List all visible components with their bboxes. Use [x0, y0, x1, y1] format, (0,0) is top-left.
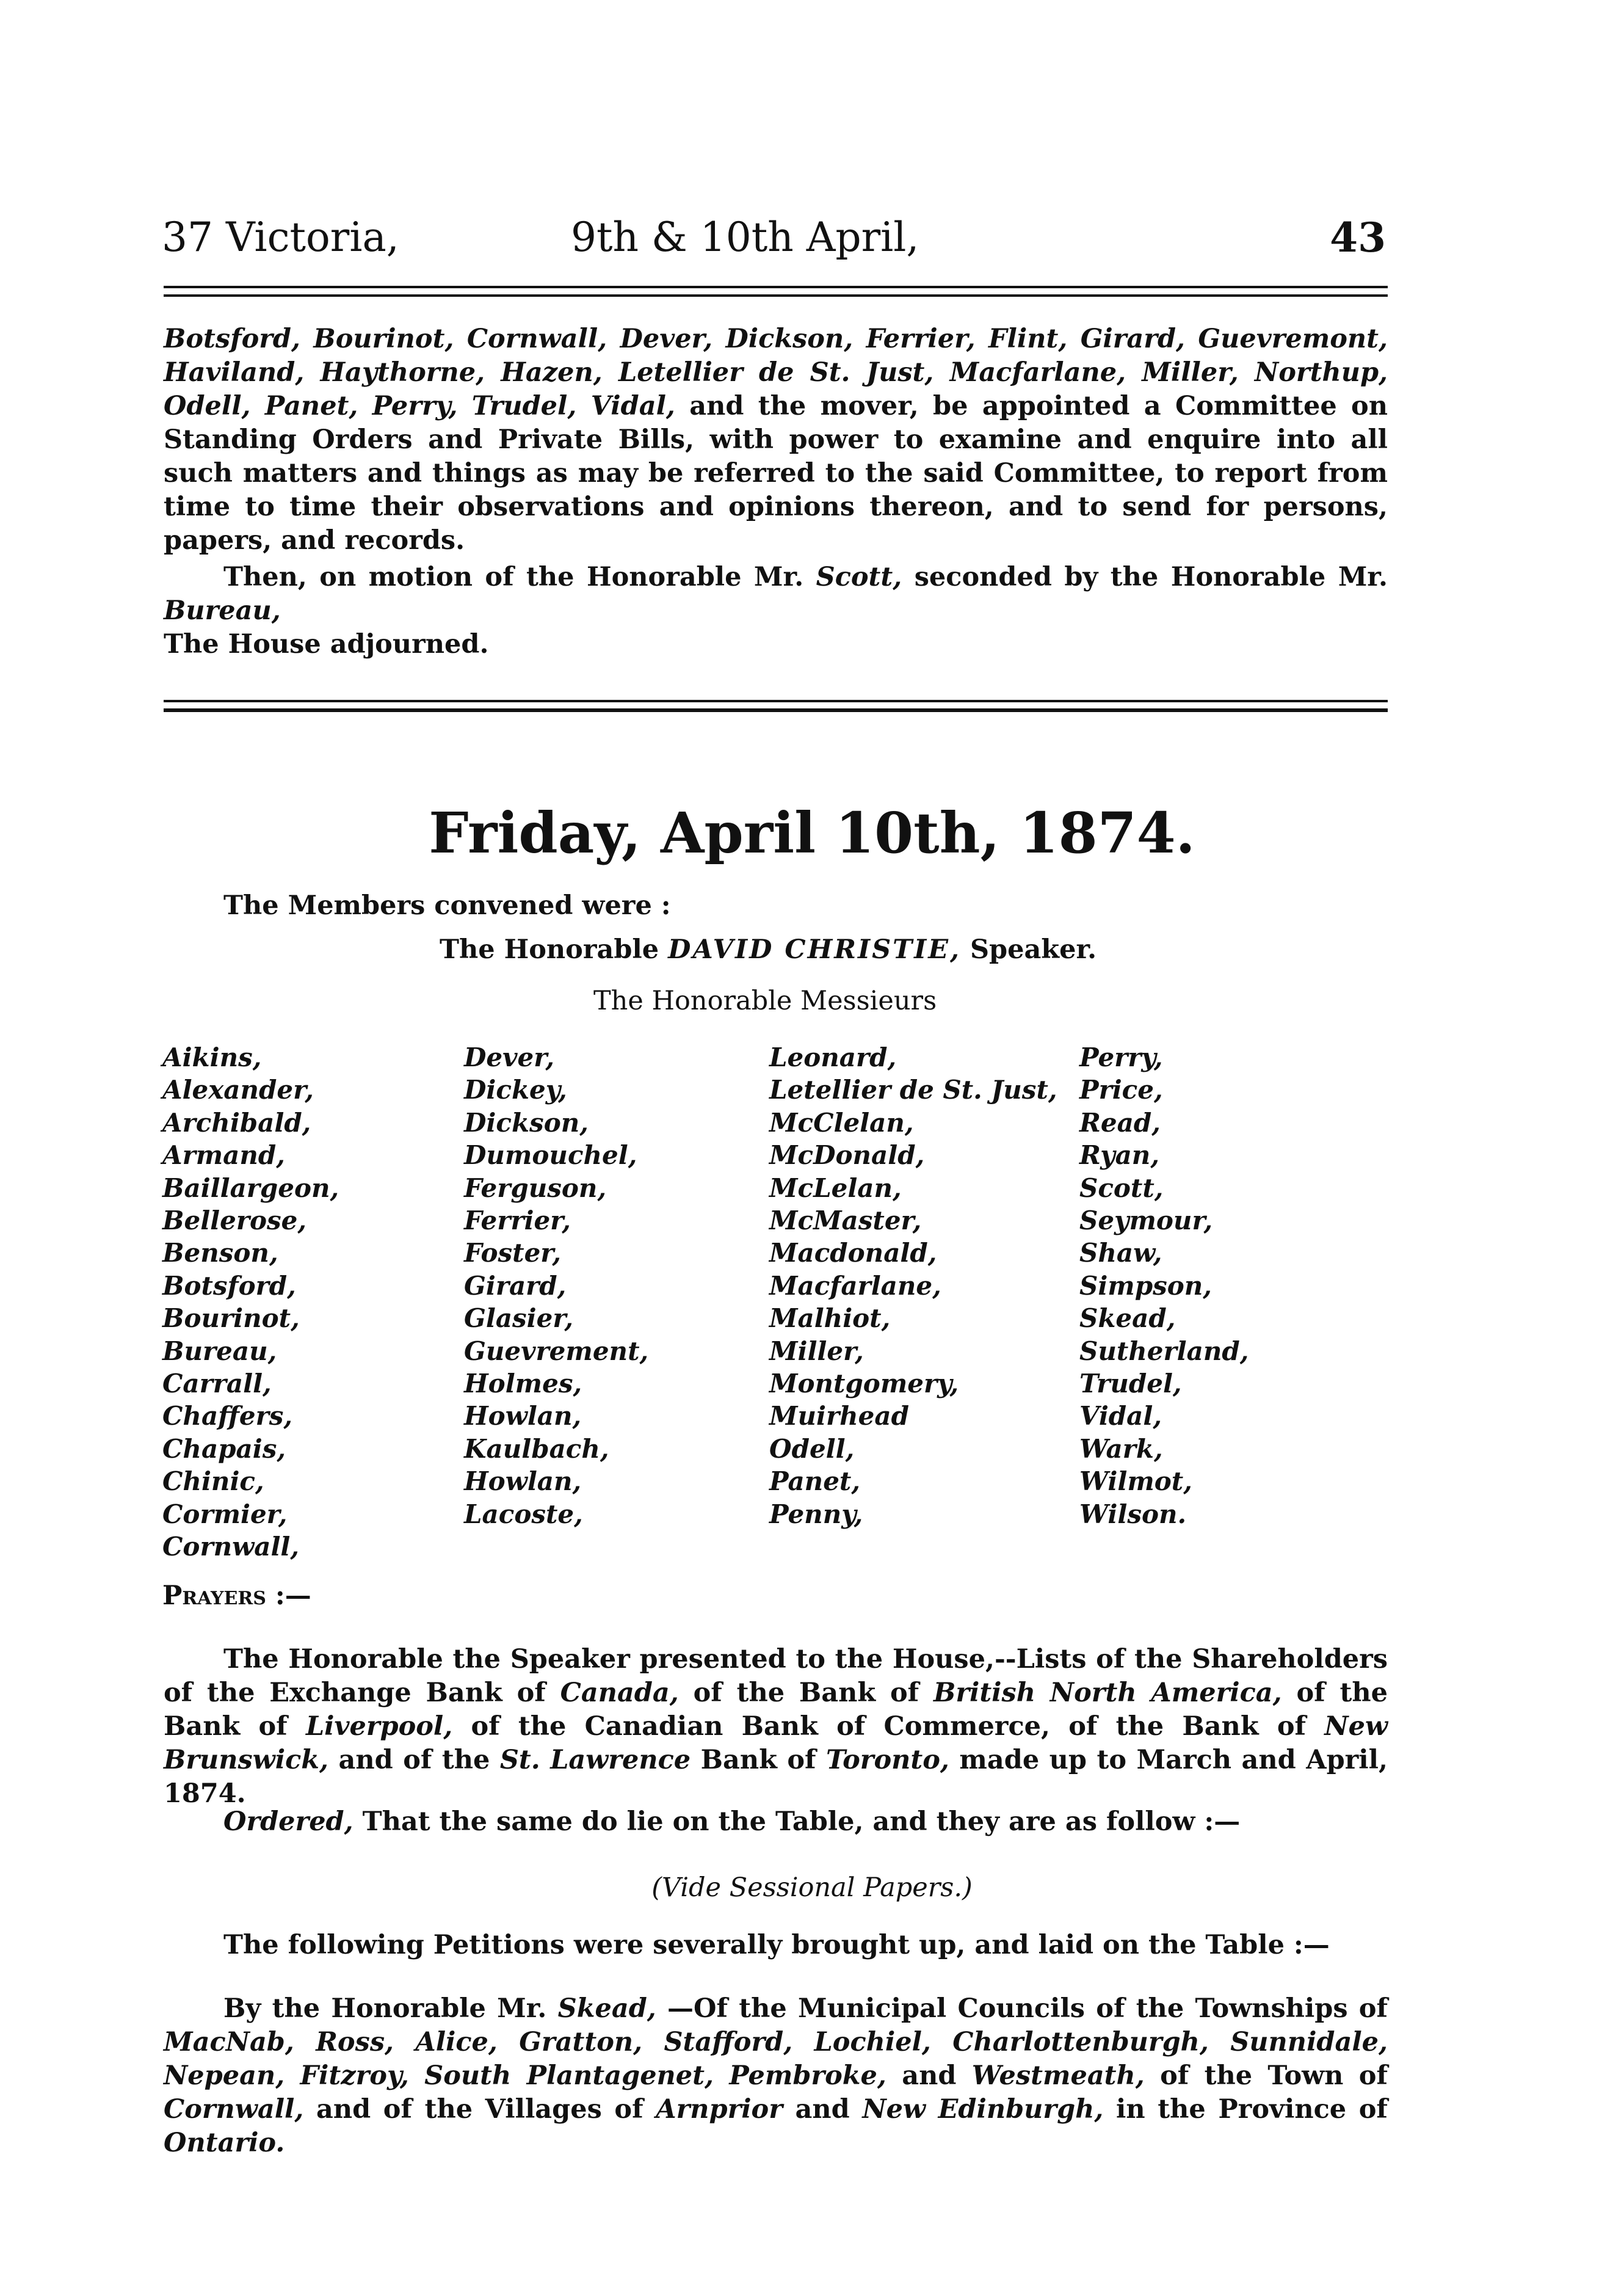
member-name: Letellier de St. Just, [769, 1075, 1057, 1105]
member-name: Cormier, [162, 1499, 288, 1529]
member-name: McDonald, [769, 1140, 925, 1171]
place-ontario: Ontario. [164, 2128, 285, 2158]
place-st-lawrence: St. Lawrence [499, 1745, 691, 1775]
member-name: Seymour, [1079, 1206, 1213, 1236]
speaker-name: DAVID CHRISTIE, [668, 934, 961, 965]
petition-text-a: By the Honorable Mr. [223, 1993, 547, 2024]
committee-motion-paragraph [164, 322, 1388, 558]
member-name: Sutherland, [1079, 1336, 1249, 1366]
prayers-heading: Prayers :— [162, 1580, 311, 1611]
member-name: Dumouchel, [464, 1140, 637, 1171]
petition-text-g: in the Province of [1116, 2094, 1388, 2125]
place-new-brunswick: New Brunswick, [164, 1711, 1388, 1775]
section-rule-bottom [164, 708, 1388, 712]
member-name: Carrall, [162, 1369, 272, 1399]
member-name: Dickson, [464, 1107, 589, 1138]
ordered-word: Ordered, [223, 1806, 353, 1837]
member-name: Vidal, [1079, 1401, 1162, 1431]
place-arnprior: Arnprior [656, 2094, 783, 2125]
member-name: Bourinot, [162, 1303, 300, 1334]
member-name: Odell, [769, 1433, 855, 1464]
member-name: Ryan, [1079, 1140, 1159, 1171]
day-title: Friday, April 10th, 1874. [429, 800, 1195, 866]
adjourn-text-c: The House adjourned. [164, 629, 489, 660]
member-name: Macdonald, [769, 1238, 937, 1268]
member-name: Miller, [769, 1336, 864, 1366]
members-column-1 [162, 1041, 339, 1563]
member-name: Trudel, [1079, 1369, 1182, 1399]
member-name: Scott, [1079, 1173, 1164, 1203]
member-name: Guevrement, [464, 1336, 649, 1366]
header-session: 37 Victoria, [162, 214, 399, 261]
member-name: Leonard, [769, 1042, 897, 1072]
member-name: Muirhead [769, 1401, 909, 1431]
petition-text-f: and [795, 2094, 850, 2125]
petition-text-c: and [902, 2060, 957, 2091]
member-name: Glasier, [464, 1303, 574, 1334]
member-name: Foster, [464, 1238, 561, 1268]
place-toronto: Toronto, [826, 1745, 949, 1775]
header-rule-bottom [164, 294, 1388, 297]
member-name: Kaulbach, [464, 1433, 609, 1464]
member-name: Alexander, [162, 1075, 314, 1105]
speaker-line [440, 934, 1097, 965]
shareholders-text-g: made up to March and April, 1874. [164, 1745, 1388, 1809]
member-name: Cornwall, [162, 1532, 300, 1562]
speaker-suffix: Speaker. [970, 934, 1097, 965]
place-liverpool: Liverpool, [305, 1711, 453, 1742]
member-name: Armand, [162, 1140, 285, 1171]
running-header [162, 214, 1386, 269]
page-number: 43 [1330, 214, 1386, 261]
member-name: Howlan, [464, 1401, 582, 1431]
member-name: Perry, [1079, 1042, 1163, 1072]
members-column-4 [1079, 1041, 1249, 1530]
member-name: Girard, [464, 1270, 567, 1301]
petitioner-skead: Skead, [557, 1993, 656, 2024]
place-canada: Canada, [560, 1678, 679, 1708]
member-name: Chinic, [162, 1466, 264, 1497]
member-name: McMaster, [769, 1206, 922, 1236]
shareholders-text-e: and of the [338, 1745, 490, 1775]
ordered-text: That the same do lie on the Table, and they are as follow :— [362, 1806, 1241, 1837]
place-new-edinburgh: New Edinburgh, [862, 2094, 1104, 2125]
petition-text-e: and of the Villages of [316, 2094, 643, 2125]
shareholders-text-c: of the Bank of [164, 1678, 1388, 1742]
member-name: Ferrier, [464, 1206, 571, 1236]
adjourn-text-a: Then, on motion of the Honorable Mr. [223, 562, 804, 592]
skead-petition-paragraph [164, 1992, 1388, 2160]
petition-text-b: —Of the Municipal Councils of the Townships of [667, 1993, 1388, 2024]
ordered-line [223, 1806, 1240, 1837]
messieurs-heading: The Honorable Messieurs [593, 986, 937, 1016]
section-rule-top [164, 700, 1388, 702]
member-name: Aikins, [162, 1042, 262, 1072]
shareholders-text-f: Bank of [700, 1745, 816, 1775]
adjourn-seconder: Bureau, [164, 595, 281, 626]
member-name: Malhiot, [769, 1303, 891, 1334]
shareholders-paragraph [164, 1643, 1388, 1811]
shareholders-text-b: of the Bank of [693, 1678, 919, 1708]
petition-text-d: of the Town of [1160, 2060, 1388, 2091]
petitions-intro: The following Petitions were severally brought up, and laid on the Table :— [223, 1930, 1330, 1960]
member-name: Benson, [162, 1238, 278, 1268]
member-name: Botsford, [162, 1270, 296, 1301]
petition-townships: MacNab, Ross, Alice, Gratton, Stafford, Lochiel, Charlottenburgh, Sunnidale, Nepean, Fitzroy, South Plantagenet, Pembroke, [164, 2027, 1388, 2091]
member-name: Price, [1079, 1075, 1163, 1105]
member-name: Shaw, [1079, 1238, 1162, 1268]
adjourn-mover: Scott, [816, 562, 902, 592]
committee-names: Botsford, Bourinot, Cornwall, Dever, Dickson, Ferrier, Flint, Girard, Guevremont, Haviland, Haythorne, Hazen, Letellier de St. Just, Macfarlane, Miller, Northup, Odell, Panet, Perry, Trudel, Vidal, [164, 324, 1388, 421]
member-name: Chapais, [162, 1433, 286, 1464]
member-name: Howlan, [464, 1466, 582, 1497]
member-name: McLelan, [769, 1173, 902, 1203]
place-cornwall: Cornwall, [164, 2094, 304, 2125]
member-name: Penny, [769, 1499, 863, 1529]
member-name: McClelan, [769, 1107, 914, 1138]
member-name: Bellerose, [162, 1206, 306, 1236]
vide-sessional-papers: (Vide Sessional Papers.) [651, 1872, 973, 1903]
header-rule-top [164, 286, 1388, 288]
members-intro: The Members convened were : [223, 890, 671, 921]
members-column-3 [769, 1041, 1057, 1530]
member-name: Dever, [464, 1042, 554, 1072]
member-name: Holmes, [464, 1369, 582, 1399]
shareholders-text-a: The Honorable the Speaker presented to the House,--Lists of the Shareholders of the Exchange Bank of [164, 1644, 1388, 1708]
member-name: Wilmot, [1079, 1466, 1192, 1497]
member-name: Wilson. [1079, 1499, 1187, 1529]
member-name: Simpson, [1079, 1270, 1212, 1301]
member-name: Baillargeon, [162, 1173, 339, 1203]
member-name: Skead, [1079, 1303, 1176, 1334]
member-name: Montgomery, [769, 1369, 959, 1399]
member-name: Dickey, [464, 1075, 567, 1105]
member-name: Panet, [769, 1466, 860, 1497]
adjourn-text-b: seconded by the Honorable Mr. [914, 562, 1388, 592]
member-name: Ferguson, [464, 1173, 607, 1203]
place-westmeath: Westmeath, [971, 2060, 1145, 2091]
member-name: Macfarlane, [769, 1270, 941, 1301]
member-name: Wark, [1079, 1433, 1163, 1464]
place-british-north-america: British North America, [933, 1678, 1282, 1708]
members-column-2 [464, 1041, 648, 1530]
member-name: Read, [1079, 1107, 1161, 1138]
member-name: Bureau, [162, 1336, 277, 1366]
adjournment-paragraph [164, 561, 1388, 661]
speaker-prefix: The Honorable [440, 934, 659, 965]
member-name: Chaffers, [162, 1401, 293, 1431]
committee-text: and the mover, be appointed a Committee on Standing Orders and Private Bills, with power to examine and enquire into all such matters and things as may be referred to the said Committee, to report from time to time their observations and opinions thereon, and to send for persons, papers, and records. [164, 391, 1388, 556]
header-date: 9th & 10th April, [571, 214, 919, 261]
member-name: Lacoste, [464, 1499, 583, 1529]
member-name: Archibald, [162, 1107, 311, 1138]
shareholders-text-d: of the Canadian Bank of Commerce, of the Bank of [471, 1711, 1307, 1742]
